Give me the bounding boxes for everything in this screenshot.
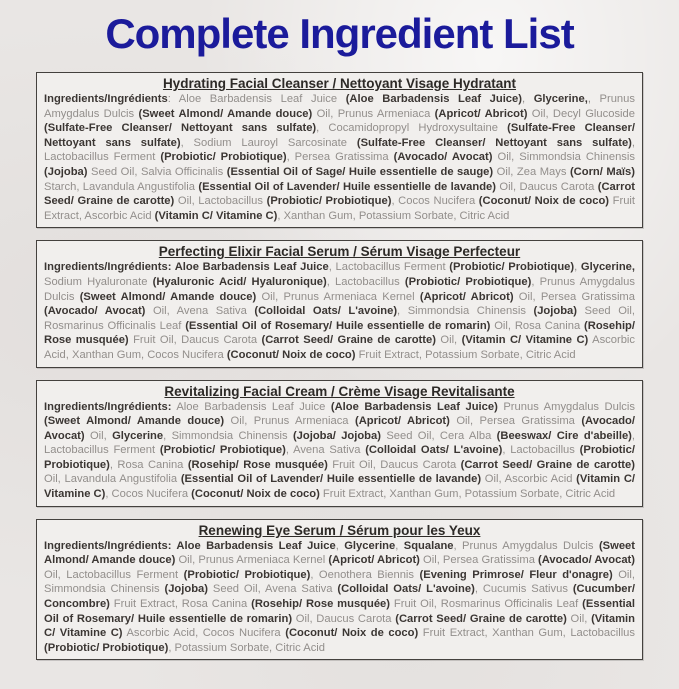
section-title: Revitalizing Facial Cream / Crème Visage Revitalisante — [164, 383, 515, 399]
ingredient-segment: (Sulfate-Free Cleanser/ Nettoyant sans sulfate) — [356, 136, 632, 149]
ingredient-segment: , Xanthan Gum, Potassium Sorbate, Citric Acid — [277, 209, 510, 222]
ingredient-segment: (Probiotic/ Probiotique) — [44, 444, 635, 471]
ingredient-segment: , — [395, 539, 404, 552]
ingredient-segment: , Cucumis Sativus — [474, 583, 573, 596]
ingredient-segment: (Probiotic/ Probiotique) — [44, 641, 169, 654]
ingredient-segment: (Sulfate-Free Cleanser/ Nettoyant sans sulfate) — [44, 122, 635, 149]
ingredient-segment: Oil, Simmondsia Chinensis — [492, 151, 635, 164]
ingredient-segment: (Rosehip/ Rose musquée) — [44, 319, 635, 347]
ingredient-segment: Ingredients/Ingrédients: Aloe Barbadensis Leaf Juice — [44, 261, 329, 274]
ingredient-segment: Prunus Amygdalus Dulcis — [497, 400, 635, 413]
ingredient-segment: (Apricot/ Abricot) — [434, 107, 528, 120]
section-title: Hydrating Facial Cleanser / Nettoyant Visage Hydratant — [162, 76, 517, 91]
ingredient-segment: (Jojoba) — [44, 165, 88, 178]
ingredient-segment: (Coconut/ Noix de coco) — [226, 348, 356, 361]
ingredient-segment: (Beeswax/ Cire d'abeille) — [496, 429, 632, 442]
ingredient-segment: Squalane — [403, 539, 454, 552]
ingredient-segment: (Apricot/ Abricot) — [354, 415, 450, 428]
ingredient-segment: Ingredients/Ingrédients: — [44, 400, 172, 413]
ingredient-segment: Seed Oil, Rosmarinus Officinalis Leaf — [44, 305, 635, 332]
ingredient-segment: , Lactobacillus — [502, 444, 580, 457]
ingredient-segment: (Jojoba/ Jojoba) — [292, 429, 381, 442]
ingredient-segment: Oil, Lactobacillus Ferment — [44, 568, 184, 581]
ingredient-segment: , Prunus Amygdalus Dulcis — [44, 275, 635, 303]
ingredient-segment: (Apricot/ Abricot) — [419, 290, 514, 303]
ingredient-segment: Oil, — [84, 429, 113, 442]
ingredient-segment: (Avocado/ Avocat) — [44, 305, 146, 318]
section-hydrating-facial-cleanser — [36, 72, 643, 228]
ingredient-segment: , Cocamidopropyl Hydroxysultaine — [316, 122, 508, 135]
ingredient-segment: Glycerine — [344, 539, 396, 552]
ingredient-segment: Oil, — [435, 334, 462, 347]
ingredient-segment: (Probiotic/ Probiotique) — [159, 444, 286, 457]
ingredient-segment: , Cocos Nucifera — [105, 488, 192, 501]
ingredient-segment: , Sodium Lauroyl Sarcosinate — [180, 136, 357, 149]
ingredient-segment: Oil, Persea Gratissima — [449, 415, 582, 428]
ingredient-segment: Ascorbic Acid, Cocos Nucifera — [122, 627, 286, 640]
ingredient-segment: Oil, Daucus Carota — [292, 612, 396, 625]
ingredient-segment: (Essential Oil of Sage/ Huile essentielle de sauge) — [226, 165, 494, 178]
ingredient-segment: (Vitamin C/ Vitamine C) — [44, 612, 635, 640]
ingredient-segment: Aloe Barbadensis Leaf Juice — [171, 400, 331, 413]
ingredient-segment: Oil, Daucus Carota — [496, 180, 598, 193]
ingredient-segment: (Avocado/ Avocat) — [538, 554, 636, 567]
ingredient-segment: Fruit Oil, Daucus Carota — [327, 458, 461, 471]
ingredient-segment: , Simmondsia Chinensis — [163, 429, 293, 442]
ingredient-segment: Glycerine — [112, 429, 164, 442]
ingredient-segment: (Essential Oil of Lavender/ Huile essentielle de lavande) — [198, 180, 497, 193]
ingredient-segment: (Jojoba) — [533, 305, 577, 318]
ingredient-segment: Oil, Prunus Armeniaca Kernel — [175, 554, 329, 567]
ingredient-segment: (Sweet Almond/ Amande douce) — [138, 107, 313, 120]
ingredient-segment: (Sweet Almond/ Amande douce) — [44, 415, 225, 428]
ingredient-segment: Oil, Lactobacillus — [174, 195, 267, 208]
ingredient-segment: , — [521, 93, 534, 105]
ingredient-segment: (Probiotic/ Probiotique) — [160, 151, 287, 164]
ingredient-segment: (Carrot Seed/ Graine de carotte) — [395, 612, 567, 625]
ingredient-segment: (Avocado/ Avocat) — [393, 151, 493, 164]
ingredient-segment: , Oenothera Biennis — [310, 568, 420, 581]
ingredient-segment: Fruit Oil, Rosmarinus Officinalis Leaf — [390, 598, 583, 611]
ingredient-segment: , Lactobacillus — [326, 275, 405, 288]
ingredient-segment: , Rosa Canina — [109, 458, 188, 471]
ingredients-text — [44, 260, 635, 362]
ingredients-text — [44, 400, 635, 502]
section-revitalizing-facial-cream — [36, 380, 643, 507]
ingredient-segment: Fruit Extract, Ascorbic Acid — [44, 195, 636, 222]
ingredient-segment: (Vitamin C/ Vitamine C) — [461, 334, 589, 347]
ingredient-segment: , Avena Sativa — [285, 444, 366, 457]
ingredient-segment: (Carrot Seed/ Graine de carotte) — [261, 334, 436, 347]
section-title: Perfecting Elixir Facial Serum / Sérum Visage Perfecteur — [158, 244, 521, 260]
ingredient-segment: Oil, Lavandula Angustifolia — [44, 473, 181, 486]
ingredient-segment: (Colloidal Oats/ L'avoine) — [337, 583, 475, 596]
ingredients-text — [44, 539, 635, 656]
page-title: Complete Ingredient List — [105, 10, 574, 57]
ingredient-segment: Oil, Prunus Armeniaca — [312, 107, 435, 120]
ingredient-segment: (Evening Primrose/ Fleur d'onagre) — [419, 568, 613, 581]
ingredient-segment: (Rosehip/ Rose musquée) — [187, 458, 328, 471]
ingredient-segment: , Lactobacillus Ferment — [44, 429, 635, 457]
ingredient-segment: , Prunus Amygdalus Dulcis — [44, 93, 635, 120]
ingredient-segment: , Lactobacillus Ferment — [328, 261, 450, 274]
ingredient-segment: Ingredients/Ingrédients: Aloe Barbadensis Leaf Juice — [44, 539, 336, 552]
ingredient-segment: Oil, Simmondsia Chinensis — [44, 568, 636, 596]
ingredient-segment: Starch, Lavandula Angustifolia — [44, 180, 199, 193]
section-renewing-eye-serum — [36, 519, 643, 661]
ingredient-segment: (Hyaluronic Acid/ Hyaluronique) — [152, 275, 327, 288]
ingredient-segment: Seed Oil, Salvia Officinalis — [87, 165, 227, 178]
ingredient-segment: Fruit Extract, Potassium Sorbate, Citric Acid — [355, 348, 576, 361]
ingredient-segment: Ingredients/Ingrédients — [44, 93, 168, 105]
ingredient-segment: Oil, Persea Gratissima — [419, 554, 539, 567]
ingredient-segment: (Coconut/ Noix de coco) — [285, 627, 419, 640]
ingredient-segment: (Colloidal Oats/ L'avoine) — [254, 305, 398, 318]
ingredient-segment: Sodium Hyaluronate — [44, 275, 153, 288]
ingredient-segment: : Aloe Barbadensis Leaf Juice — [167, 93, 346, 105]
ingredient-segment: , Lactobacillus Ferment — [44, 136, 636, 164]
ingredient-segment: (Avocado/ Avocat) — [44, 415, 635, 442]
ingredient-segment: , Simmondsia Chinensis — [397, 305, 534, 318]
ingredient-segment: Oil, Rosa Canina — [490, 319, 585, 332]
ingredient-segment: Oil, Persea Gratissima — [513, 290, 635, 303]
ingredient-segment: (Sweet Almond/ Amande douce) — [44, 539, 635, 567]
section-perfecting-elixir-facial-serum — [36, 240, 643, 367]
ingredient-segment: (Carrot Seed/ Graine de carotte) — [460, 458, 635, 471]
ingredient-segment: , Persea Gratissima — [286, 151, 394, 164]
ingredient-segment: , Potassium Sorbate, Citric Acid — [168, 641, 325, 654]
ingredient-segment: , — [335, 539, 345, 552]
ingredient-segment: Fruit Extract, Xanthan Gum, Potassium Sorbate, Citric Acid — [319, 488, 616, 501]
ingredient-segment: Fruit Extract, Xanthan Gum, Lactobacillus — [418, 627, 635, 640]
ingredient-segment: (Sweet Almond/ Amande douce) — [79, 290, 257, 303]
ingredient-segment: (Corn/ Maïs) — [569, 165, 635, 178]
ingredient-segment: Oil, Prunus Armeniaca Kernel — [256, 290, 420, 303]
ingredient-segment: (Coconut/ Noix de coco) — [191, 488, 320, 501]
section-title: Renewing Eye Serum / Sérum pour les Yeux — [198, 522, 481, 538]
ingredient-segment: (Colloidal Oats/ L'avoine) — [365, 444, 503, 457]
ingredient-segment: (Probiotic/ Probiotique) — [266, 195, 392, 208]
ingredient-segment: , Prunus Amygdalus Dulcis — [453, 539, 599, 552]
ingredient-segment: Oil, Zea Mays — [493, 165, 570, 178]
ingredient-segment: Ascorbic Acid, Xanthan Gum, Cocos Nucifera — [44, 334, 635, 361]
ingredient-segment: (Essential Oil of Lavender/ Huile essentielle de lavande) — [180, 473, 482, 486]
ingredient-segment: (Essential Oil of Rosemary/ Huile essentielle de romarin) — [44, 598, 635, 625]
ingredient-segment: (Jojoba) — [164, 583, 208, 596]
ingredient-segment: (Coconut/ Noix de coco) — [478, 195, 610, 208]
ingredient-segment: Oil, Avena Sativa — [145, 305, 255, 318]
ingredient-segment: (Essential Oil of Rosemary/ Huile essentielle de romarin) — [185, 319, 491, 332]
ingredient-segment: (Aloe Barbadensis Leaf Juice) — [330, 400, 498, 413]
ingredient-segment: Glycerine, — [580, 261, 636, 274]
ingredient-segment: (Vitamin C/ Vitamine C) — [44, 473, 636, 501]
ingredient-segment: (Aloe Barbadensis Leaf Juice) — [345, 93, 522, 105]
ingredient-segment: (Cucumber/ Concombre) — [44, 583, 635, 611]
ingredient-segment: Glycerine, — [533, 93, 588, 105]
ingredient-segment: (Rosehip/ Rose musquée) — [251, 598, 391, 611]
ingredient-segment: (Carrot Seed/ Graine de carotte) — [44, 180, 636, 208]
ingredient-segment: Oil, Ascorbic Acid — [481, 473, 577, 486]
ingredient-segment: Seed Oil, Cera Alba — [380, 429, 497, 442]
ingredient-segment: , — [574, 261, 581, 274]
ingredient-segment: Fruit Oil, Daucus Carota — [128, 334, 262, 347]
ingredient-segment: Oil, Prunus Armeniaca — [224, 415, 355, 428]
ingredient-segment: Oil, Decyl Glucoside — [527, 107, 635, 120]
ingredient-segment: , Cocos Nucifera — [391, 195, 479, 208]
ingredient-segment: (Probiotic/ Probiotique) — [404, 275, 532, 288]
ingredient-segment: (Sulfate-Free Cleanser/ Nettoyant sans sulfate) — [44, 122, 317, 135]
ingredients-text — [44, 92, 635, 223]
ingredient-segment: Oil, — [566, 612, 592, 625]
ingredient-segment: (Vitamin C/ Vitamine C) — [154, 209, 278, 222]
ingredient-segment: (Probiotic/ Probiotique) — [449, 261, 575, 274]
ingredient-segment: (Apricot/ Abricot) — [328, 554, 420, 567]
ingredient-segment: Fruit Extract, Rosa Canina — [109, 598, 252, 611]
ingredient-segment: Seed Oil, Avena Sativa — [208, 583, 338, 596]
ingredient-segment: (Probiotic/ Probiotique) — [183, 568, 311, 581]
